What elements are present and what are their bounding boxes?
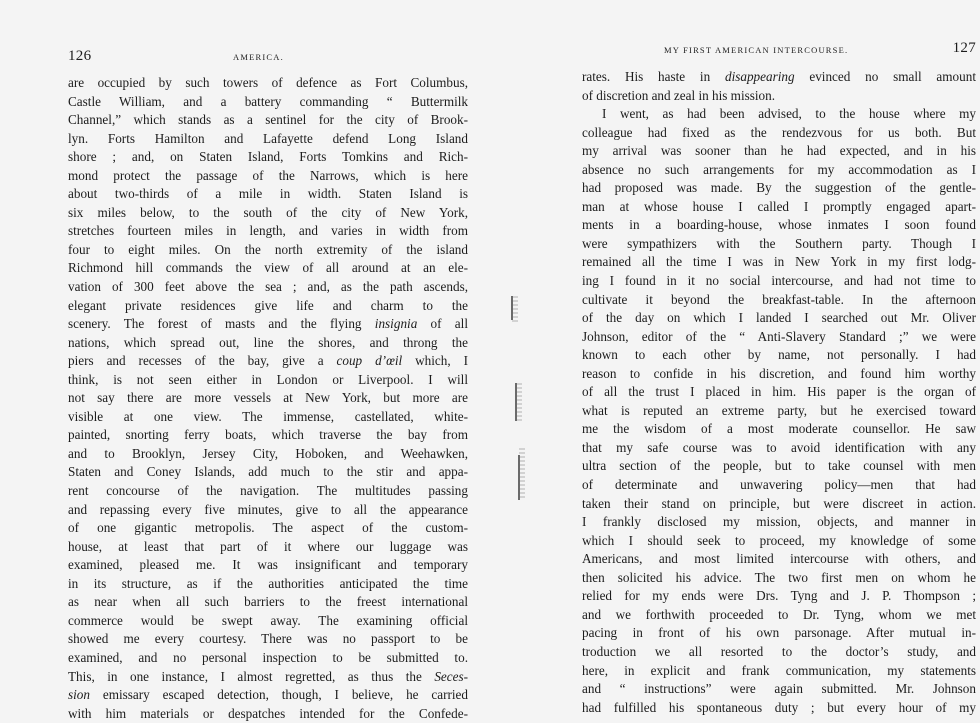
running-head: AMERICA. (233, 52, 284, 62)
italic-text: disappearing (724, 69, 795, 84)
text-line: visible at one view. The immense, castellated, white- (68, 408, 468, 424)
running-head: MY FIRST AMERICAN INTERCOURSE. (664, 45, 849, 55)
text-line (582, 68, 976, 87)
text-line: as near when all such barriers to the freest international (68, 594, 468, 610)
text-line: rent concourse of the navigation. The multitudes passing (68, 483, 468, 499)
text-line: of one gigantic metropolis. The aspect of the custom- (68, 520, 468, 536)
text-line: me the wisdom of a most moderate counsellor. He saw (582, 421, 976, 437)
text-segment: rates. His haste in (582, 69, 725, 84)
text-line: Americans, and most limited intercourse with others, and (582, 551, 976, 567)
text-line: Richmond hill commands the view of all around at an ele- (68, 260, 468, 276)
italic-text: Seces- (434, 668, 468, 684)
text-line: were sympathizers with the Southern party. Though I (582, 235, 976, 251)
text-line: examined, pleased me. It was insignificant and temporary (68, 557, 468, 573)
text-line: what is reputed an extreme party, but he exercised toward (582, 402, 976, 418)
left-page-header (68, 40, 468, 62)
text-line: shore ; and, on Staten Island, Forts Tomkins and Rich- (68, 149, 468, 165)
text-line: painted, snorting ferry boats, which traverse the bay from (68, 427, 468, 443)
text-line: taken their stand on principle, but were discreet in action. (582, 495, 976, 511)
text-line: with him materials or despatches intended for the Confede- (68, 705, 468, 721)
text-line: showed me every courtesy. There was no passport to be (68, 631, 468, 647)
gutter-bleed-mark (511, 296, 513, 320)
text-line: which I should seek to proceed, my knowledge of some (582, 532, 976, 548)
text-line: think, is not seen either in London or Liverpool. I will (68, 371, 468, 387)
text-segment: scenery. The forest of masts and the flying (68, 316, 375, 332)
italic-text: sion (68, 687, 90, 703)
text-line: my arrival was sooner than he had expected, and in his (582, 143, 976, 159)
text-line: of discretion and zeal in his mission. (582, 87, 776, 103)
text-line: not say there are more vessels at New York, but more are (68, 390, 468, 406)
text-line: pacing in front of his own parsonage. After mutual in- (582, 625, 976, 641)
text-line: man at whose house I called I promptly engaged apart- (582, 198, 976, 214)
text-line: Castle William, and a battery commanding “ Buttermilk (68, 93, 468, 109)
text-line: of determinate and unwavering policy—men that had (582, 477, 976, 493)
text-line: about two-thirds of a mile in width. Staten Island is (68, 186, 468, 202)
text-line: cultivate it beyond the breakfast-table. In the afternoon (582, 291, 976, 307)
text-line: Channel,” which stands as a sentinel for the city of Brook- (68, 112, 468, 128)
text-line: of all the trust I placed in him. His paper is the organ of (582, 384, 976, 400)
page-number: 127 (952, 40, 976, 56)
text-line: ments in a boarding-house, whose inmates I soon found (582, 217, 976, 233)
text-line: commerce would be swept away. The examining official (68, 612, 468, 628)
text-line: nations, which spread out, line the shores, and throng the (68, 334, 468, 350)
text-line: examined, and no personal inspection to be submitted to. (68, 649, 468, 665)
text-line: mond protect the passage of the Narrows, which is here (68, 167, 468, 183)
text-line: troduction we all resorted to the doctor’s study, and (582, 643, 976, 659)
text-line: six miles below, to the south of the city of New York, (68, 204, 468, 220)
text-line (68, 352, 468, 371)
text-line: I went, as had been advised, to the house where my (602, 106, 976, 122)
text-line: remained all the time I was in New York in my first lodg- (582, 254, 976, 270)
text-line: ing I found in it no social intercourse, and had not time to (582, 273, 976, 289)
text-line (68, 668, 468, 687)
text-line: of the day on which I landed I searched out Mr. Oliver (582, 310, 976, 326)
text-segment: which, I (402, 353, 468, 369)
text-line: elegant private residences give life and charm to the (68, 297, 468, 313)
text-line: then solicited his advice. The two first men on whom he (582, 569, 976, 585)
text-line (68, 686, 468, 705)
text-line: stretches fourteen miles in length, and varies in width from (68, 223, 468, 239)
text-segment: evinced no small amount (794, 69, 976, 84)
text-line: lyn. Forts Hamilton and Lafayette defend Long Island (68, 130, 468, 146)
text-line: I frankly disclosed my mission, objects, and manner in (582, 514, 976, 530)
left-page-body (68, 74, 468, 723)
text-segment: of all (417, 316, 468, 332)
text-line: known to each other by name, not personally. I had (582, 347, 976, 363)
text-line: vation of 300 feet above the sea ; and, as the path ascends, (68, 279, 468, 295)
text-line: and repassing every five minutes, give to all the appearance (68, 501, 468, 517)
text-line: had proposed was made. By the suggestion of the gentle- (582, 180, 976, 196)
text-line: and to Brooklyn, Jersey City, Hoboken, and Weehawken, (68, 445, 468, 461)
text-line: that my safe course was to avoid identification with any (582, 439, 976, 455)
text-line: and we forthwith proceeded to Dr. Tyng, whom we met (582, 606, 976, 622)
text-line: in its structure, as if the authorities anticipated the time (68, 575, 468, 591)
text-line: reason to confide in his discretion, and found him worthy (582, 365, 976, 381)
text-line: relied for my ends were Drs. Tyng and J. P. Thompson ; (582, 588, 976, 604)
text-line: are occupied by such towers of defence as Fort Columbus, (68, 75, 468, 90)
italic-text: insignia (374, 316, 418, 332)
right-page-body (582, 68, 976, 717)
page-number: 126 (68, 48, 92, 64)
italic-text: coup d’œil (336, 353, 403, 369)
text-line (68, 315, 468, 334)
text-line: colleague had fixed as the rendezvous for us both. But (582, 124, 976, 140)
text-line: four to eight miles. On the north extremity of the island (68, 241, 468, 257)
text-segment: emissary escaped detection, though, I believe, he carried (89, 687, 468, 703)
text-line: here, in explicit and frank communication, my statements (582, 662, 976, 678)
text-line: Staten and Coney Islands, add much to the stir and appa- (68, 464, 468, 480)
gutter-bleed-mark (518, 455, 520, 500)
text-segment: This, in one instance, I almost regretted, as thus the (68, 668, 435, 684)
text-line: absence no such arrangements for my accommodation as I (582, 161, 976, 177)
text-line: had fulfilled his spontaneous duty ; but every hour of my (582, 699, 976, 715)
gutter-bleed-mark (515, 383, 517, 421)
right-page-header (582, 40, 976, 62)
text-line: Johnson, editor of the “ Anti-Slavery Standard ;” we were (582, 328, 976, 344)
text-line: house, at least that part of it where our luggage was (68, 538, 468, 554)
text-line: and “ instructions” were again submitted. Mr. Johnson (582, 681, 976, 697)
text-segment: piers and recesses of the bay, give a (68, 353, 337, 369)
text-line: ultra section of the people, but to take counsel with men (582, 458, 976, 474)
